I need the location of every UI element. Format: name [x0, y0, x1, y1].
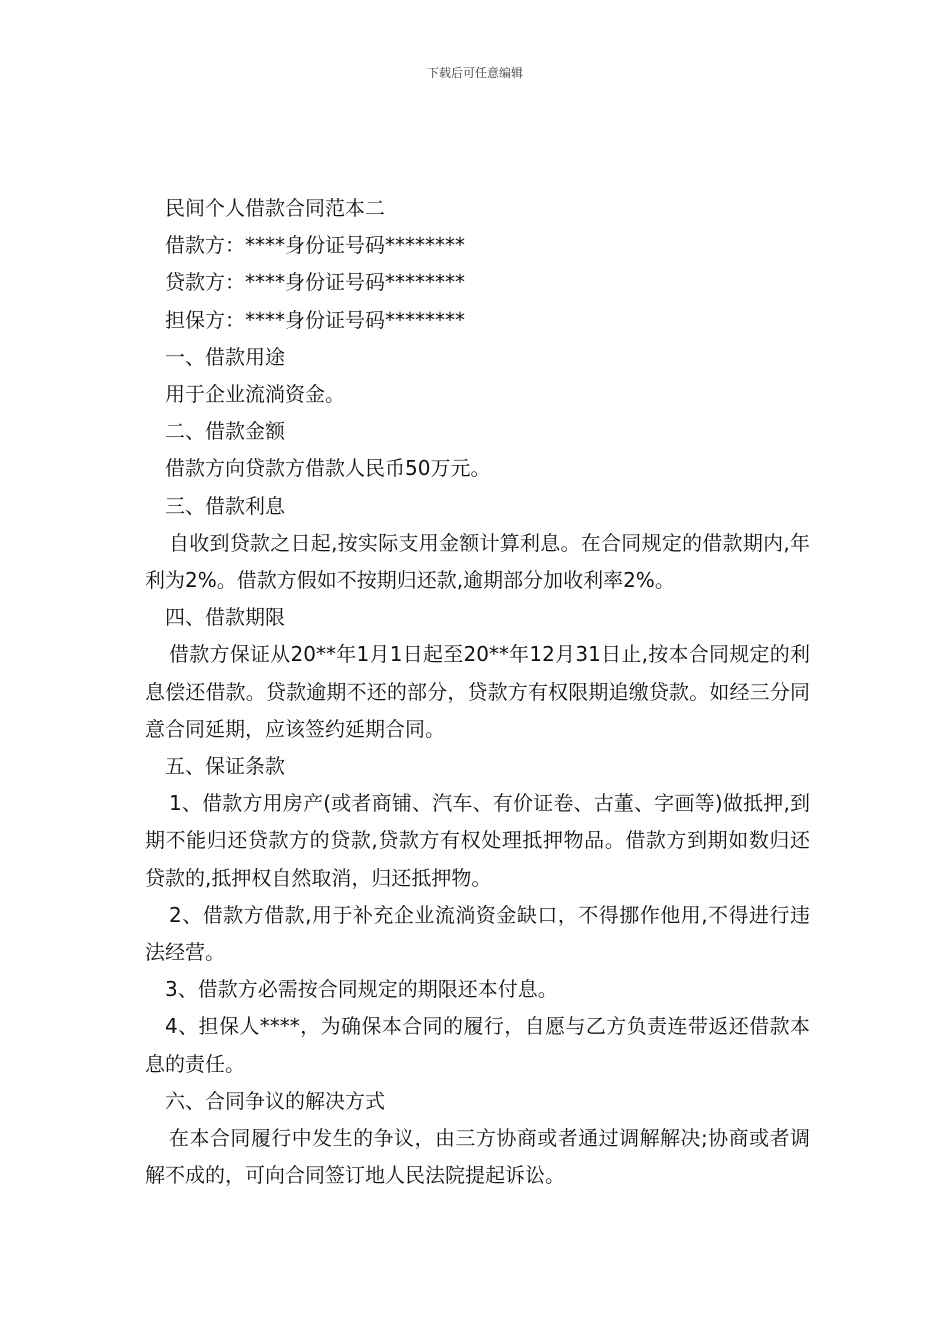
section-text-dispute: 在本合同履行中发生的争议，由三方协商或者通过调解解决;协商或者调解不成的，可向合同签订地人民法院提起诉讼。	[145, 1126, 810, 1188]
section-heading-purpose: 一、借款用途	[165, 344, 285, 369]
guarantee-item-4: 4、担保人****，为确保本合同的履行，自愿与乙方负责连带返还借款本息的责任。	[145, 1014, 810, 1076]
section-heading-term: 四、借款期限	[165, 605, 285, 630]
guarantor-line: 担保方：****身份证号码********	[165, 307, 465, 332]
section-heading-dispute: 六、合同争议的解决方式	[165, 1088, 385, 1113]
section-heading-amount: 二、借款金额	[165, 419, 285, 444]
section-text-term: 借款方保证从20**年1月1日起至20**年12月31日止,按本合同规定的利息偿还借款。贷款逾期不还的部分，贷款方有权限期追缴贷款。如经三分同意合同延期，应该签约延期合同。	[145, 642, 810, 741]
contract-title: 民间个人借款合同范本二	[165, 196, 385, 220]
page-header: 下载后可任意编辑	[426, 66, 523, 80]
section-text-interest: 自收到贷款之日起,按实际支用金额计算利息。在合同规定的借款期内,年利为2%。借款方假如不按期归还款,逾期部分加收利率2%。	[145, 530, 810, 593]
section-heading-interest: 三、借款利息	[165, 493, 285, 518]
borrower-line: 借款方：****身份证号码********	[165, 233, 465, 258]
contract-body	[145, 190, 810, 1194]
section-heading-guarantee: 五、保证条款	[165, 754, 285, 779]
guarantee-item-1: 1、借款方用房产(或者商铺、汽车、有价证卷、古董、字画等)做抵押,到期不能归还贷款方的贷款,贷款方有权处理抵押物品。借款方到期如数归还贷款的,抵押权自然取消，归还抵押物。	[145, 791, 810, 890]
section-text-amount: 借款方向贷款方借款人民币50万元。	[165, 456, 491, 481]
lender-line: 贷款方：****身份证号码********	[165, 270, 465, 295]
guarantee-item-2: 2、借款方借款,用于补充企业流淌资金缺口，不得挪作他用,不得进行违法经营。	[145, 902, 810, 965]
guarantee-item-3: 3、借款方必需按合同规定的期限还本付息。	[165, 977, 558, 1002]
section-text-purpose: 用于企业流淌资金。	[165, 382, 345, 407]
